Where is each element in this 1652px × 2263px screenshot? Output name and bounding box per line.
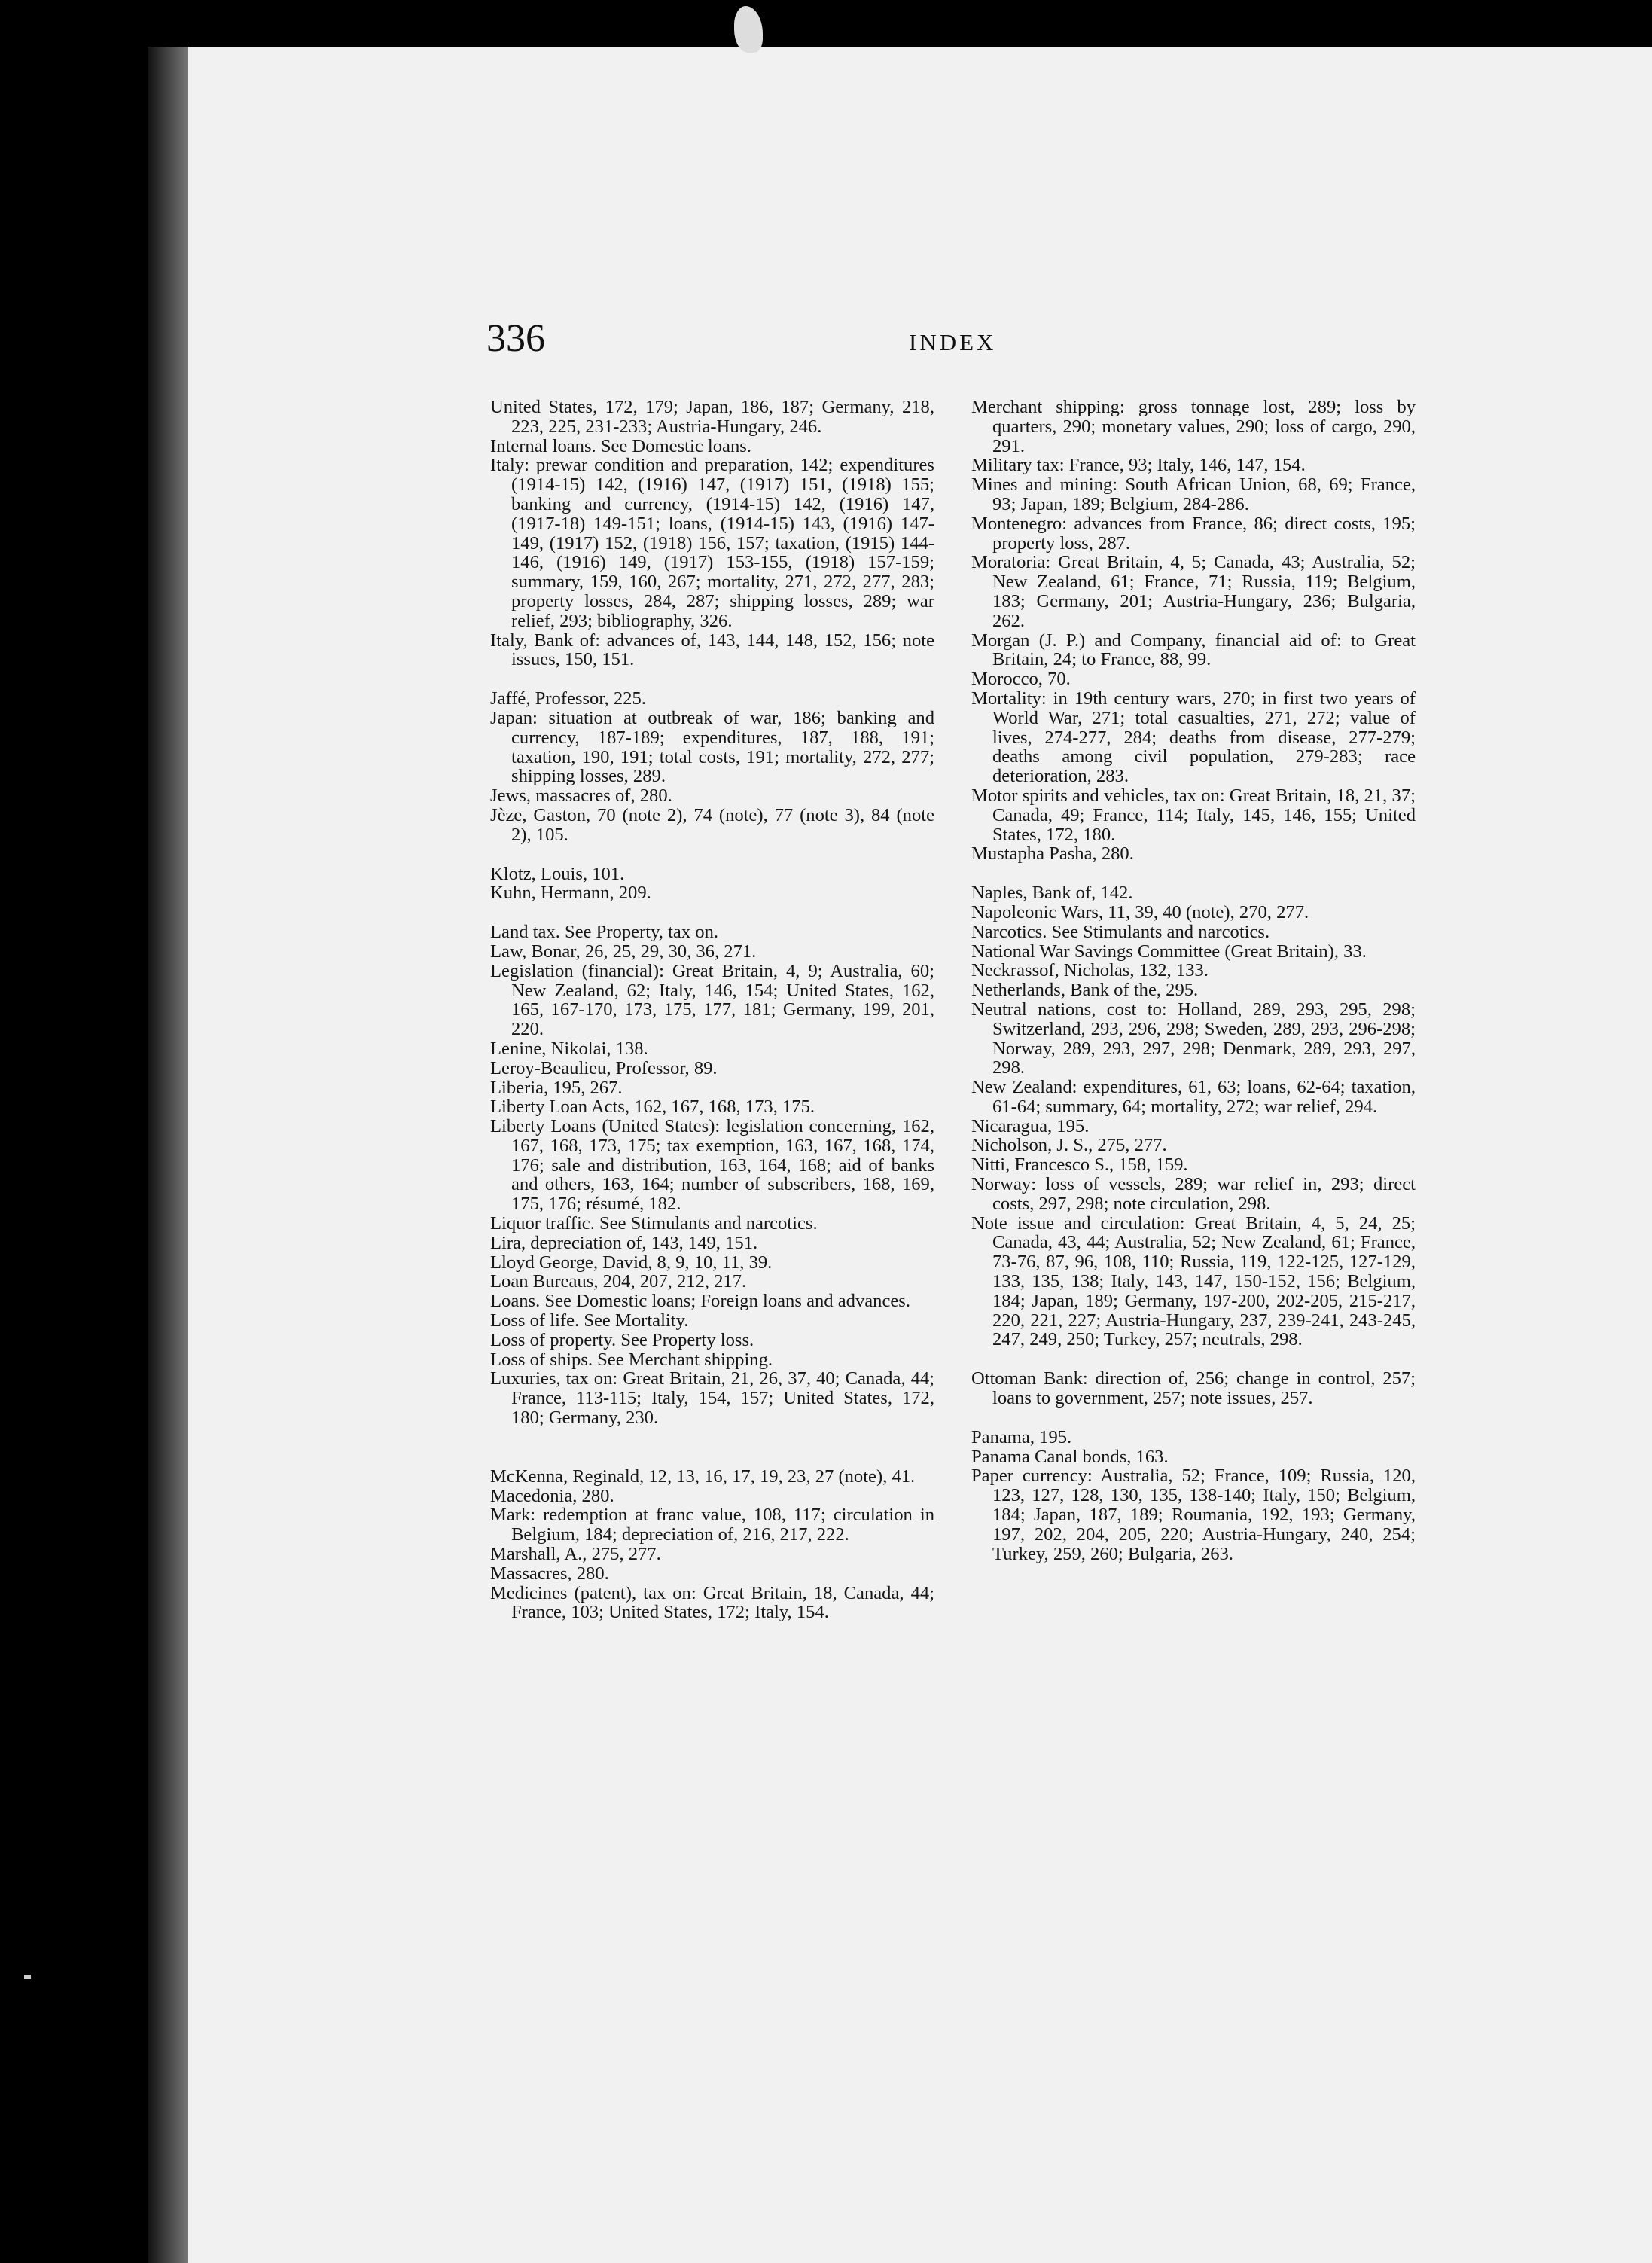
index-entry: Medicines (patent), tax on: Great Britain, 18, Canada, 44; France, 103; United States, 172; Italy, 154. [490, 1582, 934, 1623]
index-entry: Jaffé, Professor, 225. [490, 688, 646, 709]
index-entry: Italy, Bank of: advances of, 143, 144, 148, 152, 156; note issues, 150, 151. [490, 630, 934, 670]
index-entry: Moratoria: Great Britain, 4, 5; Canada, 43; Australia, 52; New Zealand, 61; France, 71; Russia, 119; Belgium, 183; Germany, 201; Austria-Hungary, 236; Bulgaria, 262. [971, 552, 1416, 631]
index-entry: Land tax. See Property, tax on. [490, 922, 719, 943]
index-entry: Marshall, A., 275, 277. [490, 1544, 661, 1565]
index-entry: Note issue and circulation: Great Britain, 4, 5, 24, 25; Canada, 43, 44; Australia, 52; New Zealand, 61; France, 73-76, 87, 96, 108, 110; Russia, 119, 122-125, 127-129, 133, 135, 138; Italy, 143, 147, 150-152, 156; Belgium, 184; Japan, 189; Germany, 197-200, 202-205, 215-217, 220, 221, 227; Austria-Hungary, 237, 239-241, 243-245, 247, 249, 250; Turkey, 257; neutrals, 298. [971, 1212, 1416, 1350]
index-entry: Loan Bureaus, 204, 207, 212, 217. [490, 1271, 747, 1292]
letter-group-gap [971, 1408, 1416, 1428]
index-entry: Napoleonic Wars, 11, 39, 40 (note), 270, 277. [971, 901, 1309, 923]
index-entry: Loans. See Domestic loans; Foreign loans and advances. [490, 1291, 911, 1312]
index-entry: Montenegro: advances from France, 86; direct costs, 195; property loss, 287. [971, 513, 1416, 554]
letter-group-gap [490, 669, 934, 689]
index-entry: Law, Bonar, 26, 25, 29, 30, 36, 271. [490, 941, 757, 962]
index-entry: Klotz, Louis, 101. [490, 863, 625, 884]
index-entry: Lira, depreciation of, 143, 149, 151. [490, 1232, 758, 1253]
index-entry: United States, 172, 179; Japan, 186, 187; Germany, 218, 223, 225, 231-233; Austria-Hungary, 246. [490, 397, 934, 437]
index-entry: Paper currency: Australia, 52; France, 109; Russia, 120, 123, 127, 128, 130, 135, 138-140; Italy, 150; Belgium, 184; Japan, 187, 189; Roumania, 192, 193; Germany, 197, 202, 204, 205, 220; Austria-Hungary, 240, 254; Turkey, 259, 260; Bulgaria, 263. [971, 1465, 1416, 1564]
index-entry: Japan: situation at outbreak of war, 186; banking and currency, 187-189; expenditures, 187, 188, 191; taxation, 190, 191; total costs, 191; mortality, 272, 277; shipping losses, 289. [490, 707, 934, 787]
index-entry: Jews, massacres of, 280. [490, 785, 672, 807]
index-entry: Mark: redemption at franc value, 108, 117; circulation in Belgium, 184; depreciation of, 216, 217, 222. [490, 1505, 934, 1545]
index-entry: Loss of ships. See Merchant shipping. [490, 1349, 773, 1370]
index-entry: Nitti, Francesco S., 158, 159. [971, 1154, 1188, 1176]
index-entry: Motor spirits and vehicles, tax on: Great Britain, 18, 21, 37; Canada, 49; France, 114; Italy, 145, 146, 155; United States, 172, 180. [971, 785, 1416, 845]
index-entry: Nicholson, J. S., 275, 277. [971, 1135, 1167, 1156]
index-entry: Liberty Loans (United States): legislation concerning, 162, 167, 168, 173, 175; tax exemption, 163, 167, 168, 174, 176; sale and distribution, 163, 164, 168; aid of banks and others, 163, 164; number of subscribers, 168, 169, 175, 176; résumé, 182. [490, 1116, 934, 1215]
index-entry: Loss of property. See Property loss. [490, 1329, 754, 1350]
index-entry: Merchant shipping: gross tonnage lost, 289; loss by quarters, 290; monetary values, 290; loss of cargo, 290, 291. [971, 397, 1416, 456]
letter-group-gap [490, 1447, 934, 1467]
index-entry: Naples, Bank of, 142. [971, 883, 1133, 904]
index-entry: Neutral nations, cost to: Holland, 289, 293, 295, 298; Switzerland, 293, 296, 298; Sweden, 289, 293, 296-298; Norway, 289, 293, 297, 298; Denmark, 289, 293, 297, 298. [971, 999, 1416, 1078]
index-entry: Liquor traffic. See Stimulants and narcotics. [490, 1213, 818, 1234]
letter-group-gap [971, 1350, 1416, 1369]
index-entry: Narcotics. See Stimulants and narcotics. [971, 921, 1270, 942]
index-entry: Mortality: in 19th century wars, 270; in first two years of World War, 271; total casualties, 271, 272; value of lives, 274-277, 284; deaths from disease, 277-279; deaths among civil population, 279-283; race deterioration, 283. [971, 688, 1416, 787]
index-entry: Norway: loss of vessels, 289; war relief in, 293; direct costs, 297, 298; note circulation, 298. [971, 1174, 1416, 1214]
index-entry: Liberty Loan Acts, 162, 167, 168, 173, 175. [490, 1096, 815, 1118]
index-entry: Neckrassof, Nicholas, 132, 133. [971, 960, 1209, 981]
index-column-right [971, 398, 1416, 1563]
index-entry: Nicaragua, 195. [971, 1115, 1090, 1136]
letter-group-gap [490, 845, 934, 865]
index-entry: Morocco, 70. [971, 669, 1071, 690]
index-entry: Macedonia, 280. [490, 1485, 614, 1506]
index-entry: Liberia, 195, 267. [490, 1077, 623, 1098]
index-entry: Luxuries, tax on: Great Britain, 21, 26, 37, 40; Canada, 44; France, 113-115; Italy, 154, 157; United States, 172, 180; Germany, 230. [490, 1368, 934, 1429]
index-entry: Morgan (J. P.) and Company, financial aid of: to Great Britain, 24; to France, 88, 99. [971, 630, 1416, 670]
index-entry: Lloyd George, David, 8, 9, 10, 11, 39. [490, 1252, 773, 1273]
index-entry: Jèze, Gaston, 70 (note 2), 74 (note), 77 (note 3), 84 (note 2), 105. [490, 804, 934, 845]
index-entry: Italy: prewar condition and preparation, 142; expenditures (1914-15) 142, (1916) 147, (1917) 151, (1918) 155; banking and currency, (1914-15) 142, (1916) 147, (1917-18) 149-151; loans, (1914-15) 143, (1916) 147-149, (1917) 152, (1918) 156, 157; taxation, (1915) 144-146, (1916) 149, (1917) 153-155, (1918) 157-159; summary, 159, 160, 267; mortality, 271, 272, 277, 283; property losses, 284, 287; shipping losses, 289; war relief, 293; bibliography, 326. [490, 455, 934, 631]
scan-speck [24, 1975, 31, 1979]
index-entry: Ottoman Bank: direction of, 256; change in control, 257; loans to government, 257; note issues, 257. [971, 1368, 1416, 1409]
index-column-left [490, 398, 934, 1622]
index-entry: Legislation (financial): Great Britain, 4, 9; Australia, 60; New Zealand, 62; Italy, 146, 154; United States, 162, 165, 167-170, 173, 175, 177, 181; Germany, 199, 201, 220. [490, 960, 934, 1040]
index-entry: Internal loans. See Domestic loans. [490, 435, 751, 456]
page-number: 336 [486, 317, 545, 360]
index-entry: Massacres, 280. [490, 1563, 609, 1584]
index-entry: Military tax: France, 93; Italy, 146, 147, 154. [971, 455, 1306, 476]
index-entry: Panama, 195. [971, 1426, 1072, 1447]
letter-group-gap [490, 1428, 934, 1447]
letter-group-gap [971, 864, 1416, 883]
index-entry: Mustapha Pasha, 280. [971, 843, 1134, 865]
index-entry: Kuhn, Hermann, 209. [490, 883, 651, 904]
letter-group-gap [490, 903, 934, 923]
index-entry: National War Savings Committee (Great Britain), 33. [971, 941, 1367, 962]
running-title: INDEX [909, 329, 997, 355]
index-entry: Leroy-Beaulieu, Professor, 89. [490, 1057, 718, 1078]
index-entry: Lenine, Nikolai, 138. [490, 1038, 648, 1059]
index-entry: New Zealand: expenditures, 61, 63; loans, 62-64; taxation, 61-64; summary, 64; mortality, 272; war relief, 294. [971, 1077, 1416, 1117]
scan-smudge [734, 6, 763, 53]
index-entry: Loss of life. See Mortality. [490, 1310, 689, 1331]
index-entry: Mines and mining: South African Union, 68, 69; France, 93; Japan, 189; Belgium, 284-286. [971, 474, 1416, 514]
index-entry: Panama Canal bonds, 163. [971, 1446, 1169, 1467]
index-entry: Netherlands, Bank of the, 295. [971, 980, 1199, 1001]
index-entry: McKenna, Reginald, 12, 13, 16, 17, 19, 23, 27 (note), 41. [490, 1465, 916, 1487]
